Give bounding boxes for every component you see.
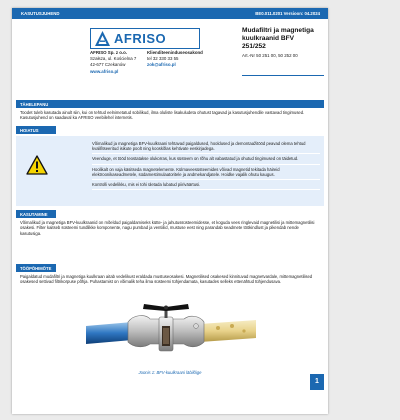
header-bar <box>12 8 328 19</box>
contact-phone: tel 32 330 33 55 <box>147 56 179 62</box>
document-reference: BE0.011.0201 Versioon: 04.2024 <box>255 11 320 16</box>
product-title-line-3: 251/252 <box>242 42 266 50</box>
ball-valve-cutaway-image <box>86 302 256 364</box>
attention-heading: TÄHELEPANU <box>20 102 49 107</box>
hazard-rows <box>92 139 320 190</box>
title-divider <box>242 75 324 76</box>
warning-triangle-icon <box>26 155 48 175</box>
contact-info <box>147 50 203 69</box>
product-title-line-2: kuulkraanid BFV <box>242 34 295 42</box>
product-title-block <box>242 27 324 58</box>
company-street: Szałsza, ul. Kościelna 7 <box>90 56 137 62</box>
header-label: KASUTUSJUHEND <box>21 11 60 16</box>
usage-text: Võimalikud ja magnetiga BFV-kuulkraanid on mõeldud paigaldamiseks kütte- ja jahutussüsteemidesse, et koguda vees ringlevaid magnetilisi ja mittemagnetilisi osakesi. Filter kaitseb süsteemi tundlikke komponente, nagu pumbad ja ventiilid, mustuse eest ning parandab seadmete töökindlust ja pikendab nende kasutusiga. <box>20 220 315 236</box>
page-number-badge: 1 <box>310 374 324 390</box>
attention-text: Toodet tuleb kasutada ainult siin, kui on tehtud eelnimetatud sobilikud, ilma oluliste lisakuludeta ohutust tagavad ja kasutusjuhendile vastavad tingimused. Kasutusjuhend on saadaval ka AFRISO veebilehel internetis. <box>20 110 305 121</box>
hazard-section-bar <box>16 126 56 134</box>
hazard-row: Veenduge, et tööd teostatakse olukorras, kus süsteem on rõhu alt vabastatud ja ohutud tingimused on täidetud. <box>92 154 320 164</box>
brand-name: AFRISO <box>114 31 167 46</box>
afriso-logo-mark-icon <box>95 31 110 46</box>
afriso-logo <box>90 28 200 49</box>
company-website-link[interactable]: www.afriso.pl <box>90 68 119 74</box>
contact-heading: Klienditeeninduseosakond <box>147 50 203 55</box>
company-address <box>90 50 136 75</box>
figure-caption: Joonis 1: BFV-kuulkraani läbilõige <box>138 370 202 375</box>
principle-text: Paigaldatud mudafiltri ja magnetiga kuulkraan aitab vedelikust eraldada mustuseosakesi. Magnetilised osakesed kinnituvad magnetvardale, mittemagnetilised osakesed settivad filtrikorpuse põhja. Puhastamist on võimalik teha ilma süsteemi tühjendamata, kasutades selleks ettenähtud tühjendusava. <box>20 274 313 285</box>
usage-section-bar <box>16 210 56 218</box>
principle-heading: TÖÖPÕHIMÕTE <box>20 266 52 271</box>
attention-section-bar <box>16 100 324 108</box>
company-city: 42-677 Czekanów <box>90 62 126 68</box>
document-page <box>12 8 328 414</box>
hazard-row: Võimalikud ja magnetiga BFV-kuulkraani tehtavad paigaldused, hooldused ja demontaažitööd peavad olema tehtud kvalifitseeritud isikute poolt ning kooskõlas kehtivate eeskirjadega. <box>92 139 320 154</box>
hazard-row: Kontrolli vedelikku, mis ei tohi ületada lubatud piiriväärtusi. <box>92 180 320 190</box>
company-name: AFRISO Sp. z o.o. <box>90 50 128 55</box>
hazard-row: Hoolikalt on vaja käsitseda magnetelemente. Külmaveesüsteemides võivad magnetid tekitada häireid elektroonikaseadmetele, südamestimulaatoritele ja andmekandjatele. Hoidke vajalik ohutu kaugus. <box>92 165 320 180</box>
hazard-box <box>16 136 324 206</box>
hazard-heading: HOIATUS <box>20 128 39 133</box>
principle-section-bar <box>16 264 56 272</box>
article-number: Art.-Nr 50 251 00, 50 252 00 <box>242 53 298 59</box>
product-title-line-1: Mudafiltri ja magnetiga <box>242 27 314 34</box>
usage-heading: KASUTAMINE <box>20 212 48 217</box>
contact-email-link[interactable]: zok@afriso.pl <box>147 62 176 68</box>
